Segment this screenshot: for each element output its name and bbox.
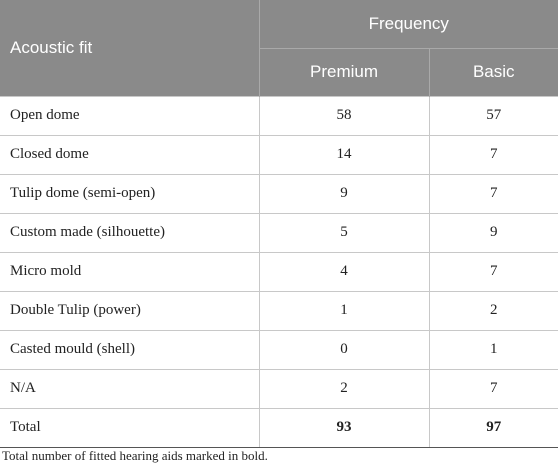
- basic-value: 7: [429, 174, 558, 213]
- total-label: Total: [0, 408, 259, 447]
- premium-value: 58: [259, 96, 429, 135]
- row-label: Open dome: [0, 96, 259, 135]
- table-row: [0, 96, 558, 135]
- header-row-top: [0, 0, 558, 48]
- basic-value: 2: [429, 291, 558, 330]
- premium-value: 5: [259, 213, 429, 252]
- row-label: Micro mold: [0, 252, 259, 291]
- row-label: N/A: [0, 369, 259, 408]
- table-body: [0, 96, 558, 447]
- row-label: Casted mould (shell): [0, 330, 259, 369]
- table-row: [0, 174, 558, 213]
- premium-value: 1: [259, 291, 429, 330]
- basic-value: 57: [429, 96, 558, 135]
- header-frequency: Frequency: [259, 0, 558, 48]
- premium-value: 14: [259, 135, 429, 174]
- premium-value: 4: [259, 252, 429, 291]
- table-header: [0, 0, 558, 96]
- row-label: Double Tulip (power): [0, 291, 259, 330]
- total-row: [0, 408, 558, 447]
- basic-value: 7: [429, 369, 558, 408]
- basic-value: 7: [429, 135, 558, 174]
- basic-value: 7: [429, 252, 558, 291]
- row-label: Closed dome: [0, 135, 259, 174]
- table-row: [0, 252, 558, 291]
- table-row: [0, 213, 558, 252]
- header-acoustic-fit: Acoustic fit: [0, 0, 259, 96]
- premium-value: 2: [259, 369, 429, 408]
- row-label: Tulip dome (semi-open): [0, 174, 259, 213]
- table-row: [0, 135, 558, 174]
- row-label: Custom made (silhouette): [0, 213, 259, 252]
- table-row: [0, 291, 558, 330]
- premium-value: 0: [259, 330, 429, 369]
- premium-value: 9: [259, 174, 429, 213]
- total-basic: 97: [429, 408, 558, 447]
- basic-value: 1: [429, 330, 558, 369]
- header-basic: Basic: [429, 48, 558, 96]
- table-footnote: Total number of fitted hearing aids marked in bold.: [2, 448, 268, 463]
- basic-value: 9: [429, 213, 558, 252]
- header-premium: Premium: [259, 48, 429, 96]
- total-premium: 93: [259, 408, 429, 447]
- table-row: [0, 330, 558, 369]
- table-row: [0, 369, 558, 408]
